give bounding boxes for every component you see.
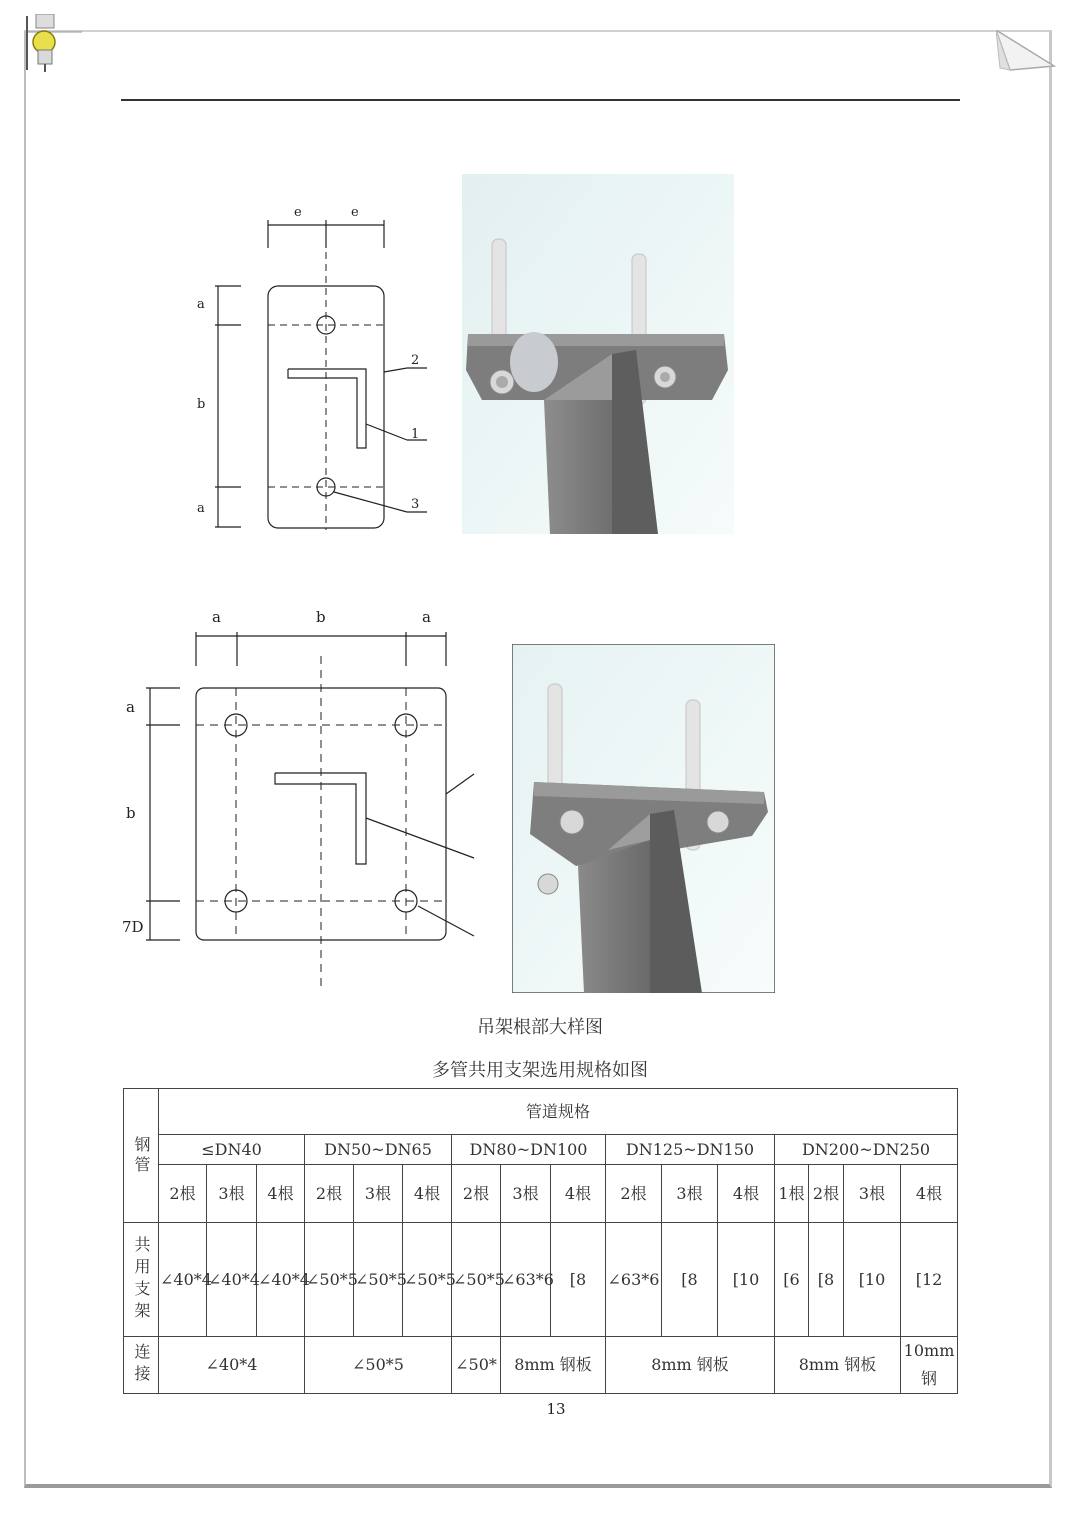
- group-header: DN80~DN100: [452, 1135, 606, 1165]
- dim-label-e2: e: [351, 205, 359, 220]
- support-cell: ∠40*4: [257, 1223, 305, 1337]
- shared-support-spec-table: [123, 1088, 958, 1394]
- count-cell: 3根: [354, 1165, 403, 1223]
- support-cell: ∠40*4: [207, 1223, 257, 1337]
- corner-cell: [124, 1089, 159, 1223]
- support-cell: ∠50*5: [305, 1223, 354, 1337]
- count-cell: 2根: [305, 1165, 354, 1223]
- connect-row: [124, 1337, 958, 1394]
- pipe-spec-header: 管道规格: [159, 1089, 958, 1135]
- connect-cell: ∠50*5: [305, 1337, 452, 1394]
- root-plate-drawing-four-hole: [118, 604, 478, 994]
- count-cell: 4根: [718, 1165, 775, 1223]
- caption-table-title: 多管共用支架选用规格如图: [432, 1060, 648, 1081]
- dim-label-a-side: a: [126, 698, 135, 716]
- connect-cell: ∠40*4: [159, 1337, 305, 1394]
- support-cell: ∠63*6: [501, 1223, 551, 1337]
- support-cell: [10: [718, 1223, 775, 1337]
- callout-3: 3: [411, 497, 420, 512]
- group-header: DN50~DN65: [305, 1135, 452, 1165]
- count-row: [124, 1165, 958, 1223]
- count-cell: 2根: [159, 1165, 207, 1223]
- root-plate-render-four-bolt: [512, 644, 775, 993]
- support-label-cell: [124, 1223, 159, 1337]
- count-cell: 2根: [452, 1165, 501, 1223]
- dim-label-b: b: [197, 397, 206, 412]
- support-cell: [8: [662, 1223, 718, 1337]
- caption-root-detail: 吊架根部大样图: [477, 1017, 603, 1038]
- group-header: DN125~DN150: [606, 1135, 775, 1165]
- count-cell: 4根: [403, 1165, 452, 1223]
- count-cell: 2根: [809, 1165, 844, 1223]
- dim-label-b-side: b: [126, 804, 136, 822]
- dim-label-a-top: a: [197, 297, 205, 312]
- support-label: 共用支架: [132, 1235, 151, 1324]
- support-cell: ∠50*5: [354, 1223, 403, 1337]
- support-cell: [6: [775, 1223, 809, 1337]
- support-row: [124, 1223, 958, 1337]
- corner-label: 钢管: [132, 1135, 151, 1176]
- connect-cell: 8mm 钢板: [606, 1337, 775, 1394]
- support-cell: [8: [551, 1223, 606, 1337]
- count-cell: 4根: [551, 1165, 606, 1223]
- support-cell: [8: [809, 1223, 844, 1337]
- count-cell: 4根: [901, 1165, 958, 1223]
- dim-label-e1: e: [294, 205, 302, 220]
- root-plate-render-two-bolt: [462, 174, 734, 534]
- callout-2: 2: [411, 353, 420, 368]
- callout-1: 1: [411, 427, 420, 442]
- pushpin-icon: [26, 14, 86, 72]
- support-cell: ∠40*4: [159, 1223, 207, 1337]
- count-cell: 3根: [844, 1165, 901, 1223]
- count-cell: 1根: [775, 1165, 809, 1223]
- support-cell: [10: [844, 1223, 901, 1337]
- count-cell: 4根: [257, 1165, 305, 1223]
- support-cell: ∠50*5: [452, 1223, 501, 1337]
- count-cell: 3根: [662, 1165, 718, 1223]
- root-plate-drawing-two-hole: [185, 200, 435, 540]
- count-cell: 3根: [501, 1165, 551, 1223]
- count-cell: 3根: [207, 1165, 257, 1223]
- connect-cell: 8mm 钢板: [775, 1337, 901, 1394]
- group-header: ≤DN40: [159, 1135, 305, 1165]
- connect-cell: 10mm 钢: [901, 1337, 958, 1394]
- dim-label-a-left: a: [212, 608, 221, 626]
- connect-cell: ∠50*: [452, 1337, 501, 1394]
- connect-label-cell: [124, 1337, 159, 1394]
- support-cell: [12: [901, 1223, 958, 1337]
- dim-label-a-bottom: a: [197, 501, 205, 516]
- connect-label: 连接: [132, 1343, 151, 1387]
- support-cell: ∠50*5: [403, 1223, 452, 1337]
- page-curl-icon: [996, 30, 1056, 72]
- page-number: 13: [546, 1400, 566, 1418]
- group-header: DN200~DN250: [775, 1135, 958, 1165]
- dim-label-b-top: b: [316, 608, 326, 626]
- header-rule: [121, 99, 960, 101]
- support-cell: ∠63*6: [606, 1223, 662, 1337]
- dim-label-a-right: a: [422, 608, 431, 626]
- dim-label-7d: 7D: [122, 918, 144, 936]
- connect-cell: 8mm 钢板: [501, 1337, 606, 1394]
- count-cell: 2根: [606, 1165, 662, 1223]
